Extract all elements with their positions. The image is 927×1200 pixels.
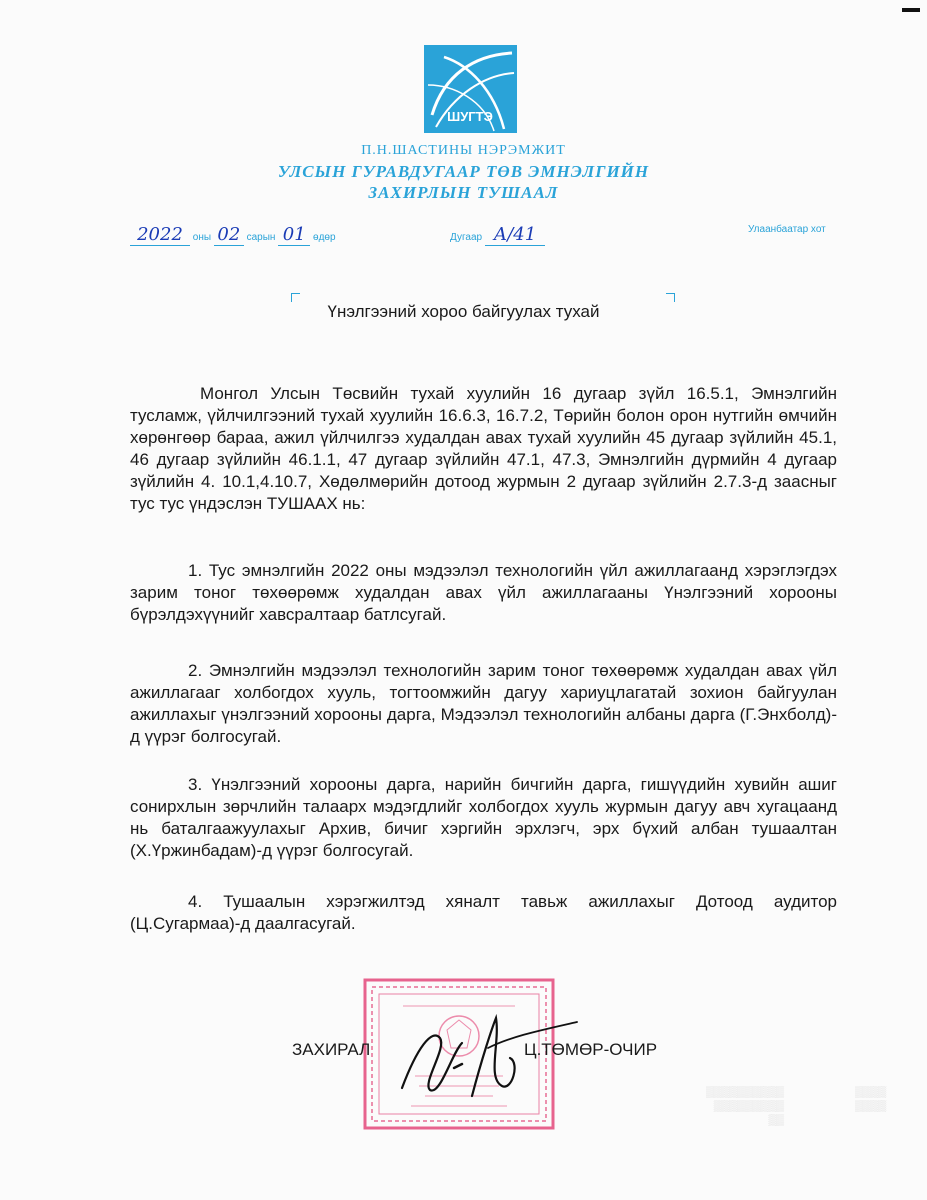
year-label: оны	[192, 232, 212, 243]
reverse-side-bleed-right: ▒▒▒▒ ▒▒▒▒	[855, 1086, 887, 1112]
order-item-4: 4. Тушаалын хэрэгжилтэд хяналт тавьж ажиллахыг Дотоод аудитор (Ц.Сугармаа)-д даалгасугай.	[130, 892, 837, 933]
logo-text: ШУГТЭ	[447, 109, 493, 124]
city-label: Улаанбаатар хот	[748, 224, 826, 235]
date-month: 02	[214, 224, 244, 246]
date-day: 01	[278, 224, 310, 246]
date-year: 2022	[130, 224, 190, 246]
order-number: А/41	[485, 224, 545, 246]
order-item-1: 1. Тус эмнэлгийн 2022 оны мэдээлэл технологийн үйл ажиллагаанд хэрэглэгдэх зарим тоног төхөөрөмж худалдан авах үйл ажиллагааны Үнэлгээний хорооны бүрэлдэхүүнийг хавсралтаар батлсугай.	[130, 561, 837, 624]
org-name-line1: П.Н.ШАСТИНЫ НЭРЭМЖИТ	[361, 143, 566, 158]
hospital-logo-icon	[424, 45, 517, 133]
day-label: өдөр	[313, 232, 336, 243]
date-field	[130, 224, 336, 248]
intro-paragraph: Монгол Улсын Төсвийн тухай хуулийн 16 дугаар зүйл 16.5.1, Эмнэлгийн тусламж, үйлчилгээний тухай хуулийн 16.6.3, 16.7.2, Төрийн болон орон нутгийн өмчийн хөрөнгөөр бараа, ажил үйлчилгээ худалдан авах тухай хуулийн 45 дугаар зүйлийн 45.1, 46 дугаар зүйлийн 46.1.1, 47 дугаар зүйлийн 47.1, 47.3, Эмнэлгийн дүрмийн 4 дугаар зүйлийн 4. 10.1,4.10.7, Хөдөлмөрийн дотоод журмын 2 дугаар зүйлийн 2.7.3-д заасныг тус тус үндэслэн ТУШААХ нь:	[130, 384, 837, 513]
subject-corner-right	[666, 293, 675, 302]
order-item-2: 2. Эмнэлгийн мэдээлэл технологийн зарим тоног төхөөрөмж худалдан авах үйл ажиллагааг холбогдох хууль, тогтоомжийн дагуу хариуцлагатай зохион байгуулан ажиллахыг үнэлгээний хорооны дарга, Мэдээлэл технологийн албаны дарга (Г.Энхболд)-д үүрэг болгосугай.	[130, 661, 837, 746]
month-label: сарын	[246, 232, 276, 243]
order-subject: Үнэлгээний хороо байгуулах тухай	[327, 302, 600, 321]
number-label: Дугаар	[450, 232, 483, 243]
order-item-3: 3. Үнэлгээний хорооны дарга, нарийн бичгийн дарга, гишүүдийн хувийн ашиг сонирхлын зөрчлийн талаарх мэдэгдлийг холбогдох хууль журмын дагуу авч хугацаанд нь баталгаажуулахыг Архив, бичиг хэргийн эрхлэгч, эрх бүхий албан тушаалтан (Х.Үржинбадам)-д үүрэг болгосугай.	[130, 775, 837, 860]
order-number-field	[450, 224, 545, 248]
signer-role: ЗАХИРАЛ	[292, 1040, 371, 1059]
subject-corner-left	[291, 293, 300, 302]
reverse-side-bleed: ▒▒▒▒▒▒▒▒▒▒ ▒▒▒▒▒▒▒▒▒ ▒▒	[706, 1086, 784, 1126]
scan-mark	[902, 8, 920, 12]
order-title: ЗАХИРЛЫН ТУШААЛ	[368, 183, 559, 202]
signer-name: Ц.ТӨМӨР-ОЧИР	[524, 1040, 658, 1059]
org-name-line2: УЛСЫН ГУРАВДУГААР ТӨВ ЭМНЭЛГИЙН	[277, 162, 650, 181]
